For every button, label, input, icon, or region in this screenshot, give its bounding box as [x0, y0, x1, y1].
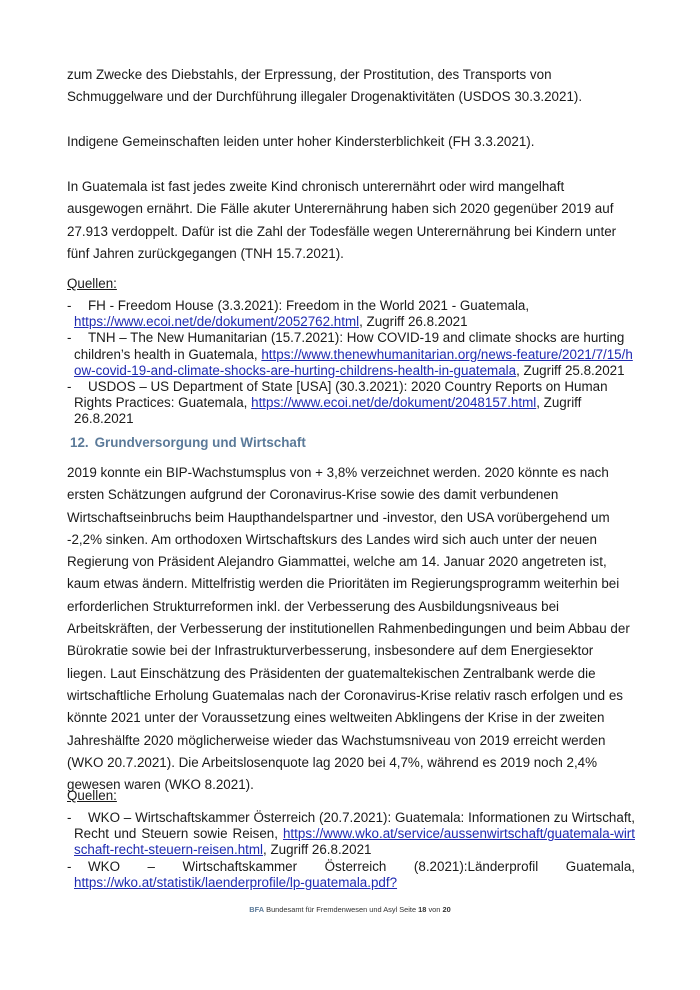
source-access-date: , Zugriff 25.8.2021 [516, 362, 625, 378]
sources-list [67, 810, 635, 891]
source-item [67, 298, 635, 330]
source-access-date: , Zugriff 26.8.2021 [359, 314, 468, 330]
list-dash: - [67, 298, 72, 313]
source-text: USDOS – US Department of State [USA] (30.3.2021): 2020 Country Reports on Human Rights Practices: Guatemala, [74, 379, 608, 411]
footer-page-word: Seite [399, 905, 417, 914]
source-text: FH - Freedom House (3.3.2021): Freedom in the World 2021 - Guatemala, [88, 298, 530, 313]
paragraph-child-mortality: Indigene Gemeinschaften leiden unter hoher Kindersterblichkeit (FH 3.3.2021). [67, 134, 535, 149]
source-item [67, 379, 635, 428]
section-heading [70, 435, 306, 450]
footer-org: Bundesamt für Fremdenwesen und Asyl [266, 905, 398, 914]
section-title: Grundversorgung und Wirtschaft [94, 435, 306, 450]
source-link[interactable]: https://www.ecoi.net/de/dokument/2052762.html [74, 314, 360, 330]
source-link[interactable]: https://www.thenewhumanitarian.org/news-feature/2021/7/15/how-covid-19-and-climate-shocks-are-hurting-childrens-health-in-guatemala [74, 346, 633, 378]
source-access-date: , Zugriff 26.8.2021 [263, 842, 372, 858]
source-link[interactable]: https://wko.at/statistik/laenderprofile/lp-guatemala.pdf? [74, 874, 398, 890]
list-dash: - [67, 330, 72, 346]
source-text: WKO – Wirtschaftskammer Österreich (20.7.2021): Guatemala: Informationen zu Wirtschaft, Recht und Steuern sowie Reisen, [74, 810, 635, 842]
source-item [67, 859, 635, 891]
sources-heading: Quellen: [67, 788, 117, 803]
sources-heading: Quellen: [67, 276, 117, 291]
source-text: TNH – The New Humanitarian (15.7.2021): How COVID-19 and climate shocks are hurting children’s health in Guatemala, [74, 330, 625, 362]
source-item [67, 810, 635, 859]
paragraph-economy: 2019 konnte ein BIP-Wachstumsplus von + 3,8% verzeichnet werden. 2020 könnte es nach ersten Schätzungen aufgrund der Coronavirus-Krise sowie des damit verbundenen Wirtschaftseinbruchs beim Haupthandelspartner und -investor, den USA vorübergehend um -2,2% sinken. Am orthodoxen Wirtschaftskurs des Landes wird sich auch unter der neuen Regierung von Präsident Alejandro Giammattei, welche am 14. Januar 2020 angetreten ist, kaum etwas ändern. Mittelfristig werden die Prioritäten im Regierungsprogramm weiterhin bei erforderlichen Strukturreformen inkl. der Verbesserung des Ausbildungsniveaus bei Arbeitskräften, der Verbesserung der institutionellen Rahmenbedingungen und beim Abbau der Bürokratie sowie bei der Infrastrukturverbesserung, insbesondere auf dem Energiesektor liegen. Laut Einschätzung des Präsidenten der guatemaltekischen Zentralbank werde die wirtschaftliche Erholung Guatemalas nach der Coronavirus-Krise relativ rasch erfolgen und es könnte 2021 unter der Voraussetzung eines weltweiten Abklingens der Krise in der zweiten Jahreshälfte 2020 möglicherweise wieder das Wachstumsniveau von 2019 erreicht werden (WKO 20.7.2021). Die Arbeitslosenquote lag 2020 bei 4,7%, während es 2019 noch 2,4% gewesen waren (WKO 8.2021). [67, 465, 630, 793]
source-text: WKO – Wirtschaftskammer Österreich (8.2021):Länderprofil Guatemala, [88, 858, 635, 874]
footer-of-word: von [428, 905, 441, 914]
paragraph-crime: zum Zwecke des Diebstahls, der Erpressung, der Prostitution, des Transports von Schmuggelware und der Durchführung illegaler Drogenaktivitäten (USDOS 30.3.2021). [67, 67, 583, 105]
footer-page-number: 18 [418, 905, 427, 914]
list-dash: - [67, 858, 72, 874]
section-number: 12. [70, 435, 89, 450]
list-dash: - [67, 810, 72, 825]
source-access-date: , Zugriff 26.8.2021 [74, 395, 582, 427]
footer-logo: BFA [249, 905, 265, 914]
source-link[interactable]: https://www.wko.at/service/aussenwirtschaft/guatemala-wirtschaft-recht-steuern-reisen.html [74, 826, 635, 858]
sources-list [67, 298, 635, 428]
source-link[interactable]: https://www.ecoi.net/de/dokument/2048157.html [251, 395, 537, 411]
footer-page-total: 20 [442, 905, 451, 914]
page-footer [0, 905, 700, 914]
list-dash: - [67, 379, 72, 395]
paragraph-malnutrition: In Guatemala ist fast jedes zweite Kind chronisch unterernährt oder wird mangelhaft ausgewogen ernährt. Die Fälle akuter Unterernährung haben sich 2020 gegenüber 2019 auf 27.913 verdoppelt. Dafür ist die Zahl der Todesfälle wegen Unterernährung bei Kindern unter fünf Jahren zurückgegangen (TNH 15.7.2021). [67, 179, 617, 261]
source-item [67, 330, 635, 379]
